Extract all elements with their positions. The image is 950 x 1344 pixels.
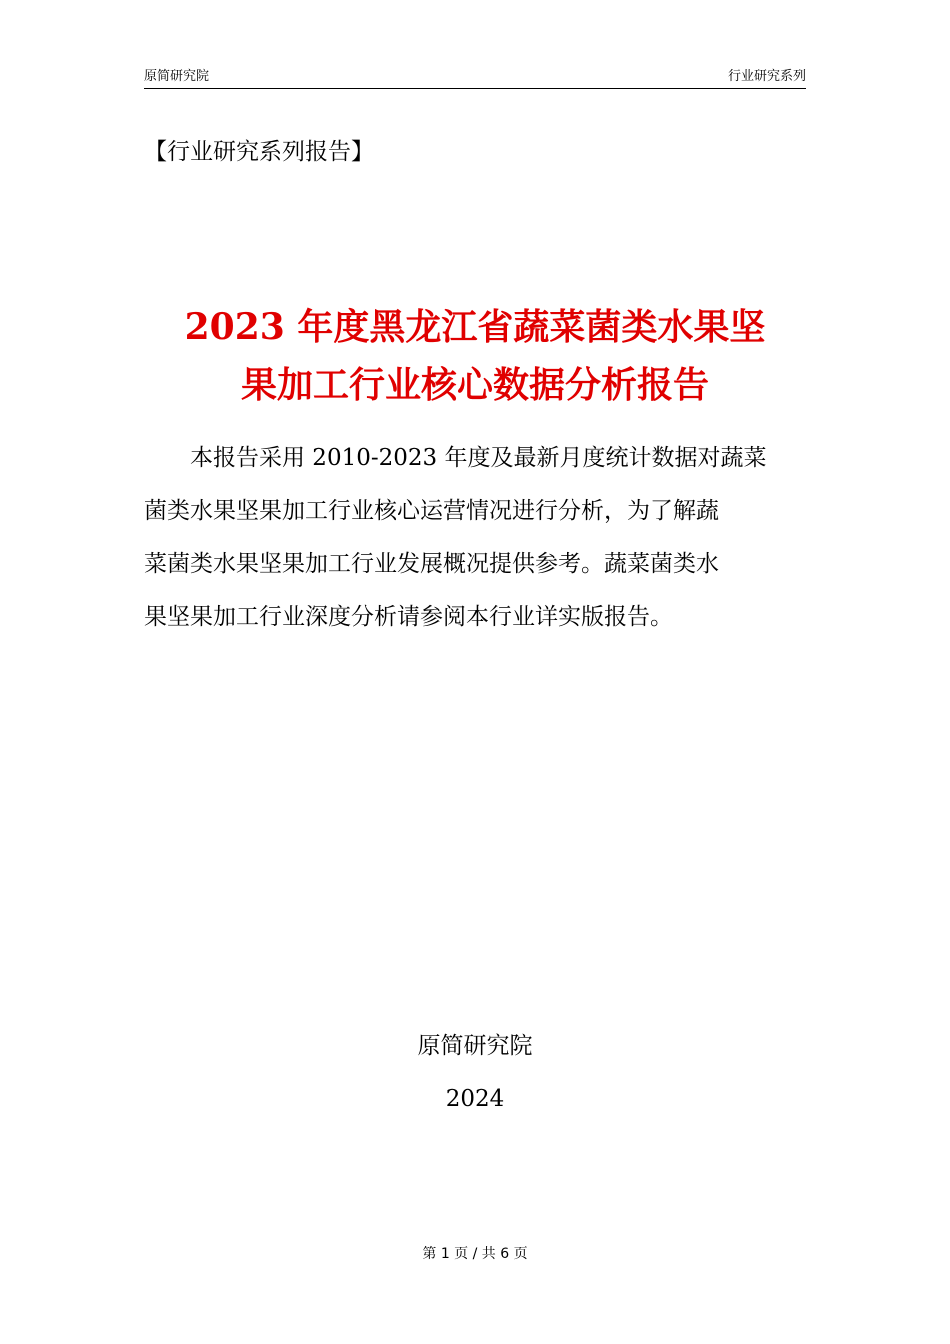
header-divider bbox=[144, 88, 806, 89]
abstract-line-2: 菌类水果坚果加工行业核心运营情况进行分析，为了解蔬 bbox=[144, 498, 719, 524]
abstract-line-4: 果坚果加工行业深度分析请参阅本行业详实版报告。 bbox=[144, 604, 673, 630]
header-publisher: 原简研究院 bbox=[144, 69, 210, 84]
publisher-name: 原简研究院 bbox=[417, 1033, 533, 1059]
page-number: 第 1 页 / 共 6 页 bbox=[422, 1246, 528, 1262]
abstract-paragraph bbox=[144, 432, 806, 644]
series-tag: 【行业研究系列报告】 bbox=[144, 139, 374, 165]
publication-year: 2024 bbox=[445, 1086, 505, 1112]
report-title-line-2: 果加工行业核心数据分析报告 bbox=[240, 364, 709, 406]
abstract-line-1: 本报告采用 2010-2023 年度及最新月度统计数据对蔬菜 bbox=[190, 445, 767, 471]
header-series: 行业研究系列 bbox=[727, 69, 806, 84]
abstract-line-3: 菜菌类水果坚果加工行业发展概况提供参考。蔬菜菌类水 bbox=[144, 551, 719, 577]
report-title-line-1: 2023 年度黑龙江省蔬菜菌类水果坚 bbox=[184, 306, 766, 348]
report-title bbox=[144, 298, 806, 414]
